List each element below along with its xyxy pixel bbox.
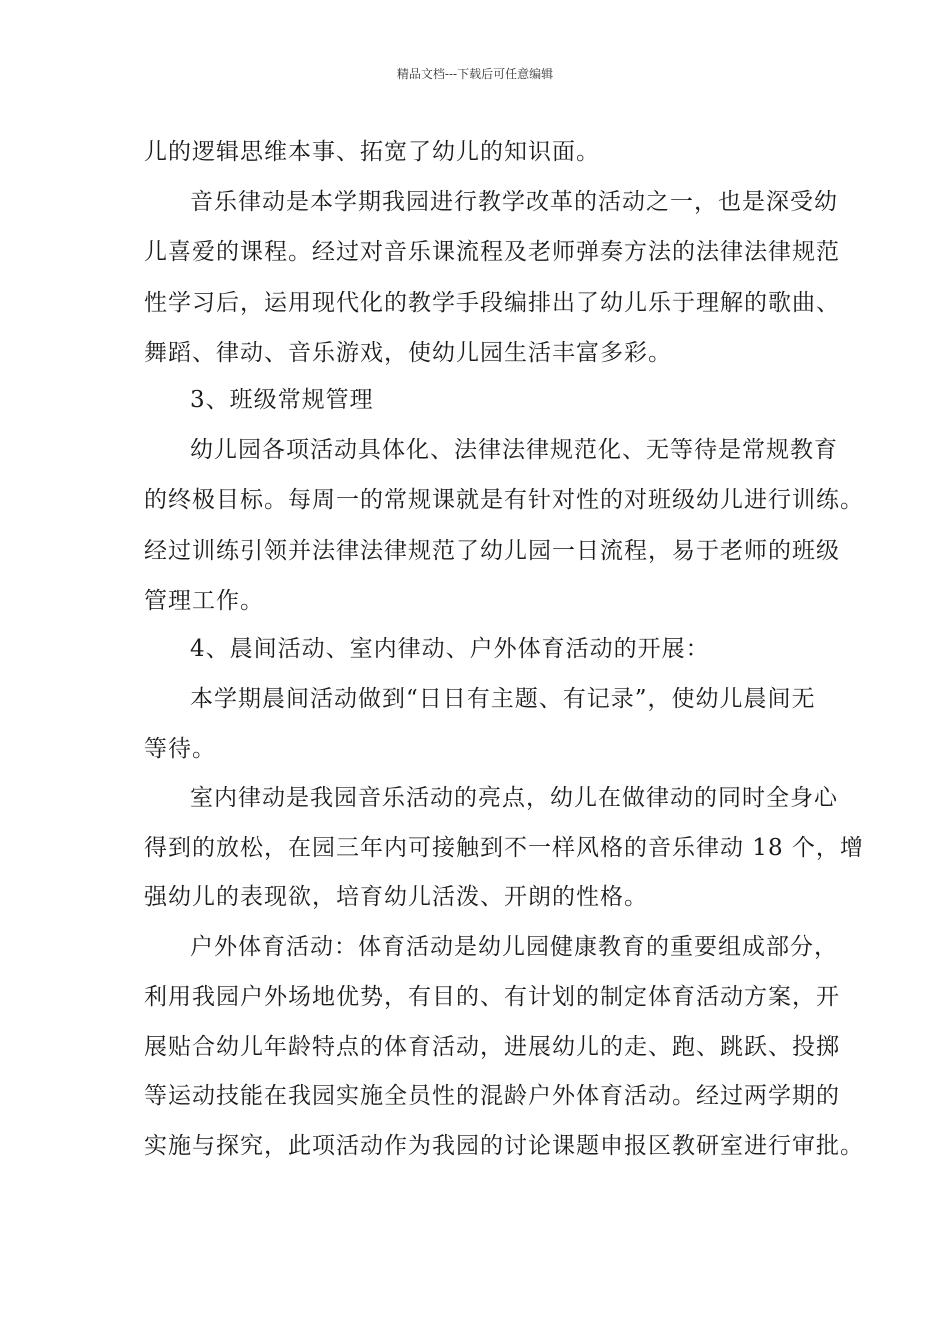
text-line: 等运动技能在我园实施全员性的混龄户外体育活动。经过两学期的 <box>144 1083 840 1109</box>
paragraph-first-line: 音乐律动是本学期我园进行教学改革的活动之一，也是深受幼 <box>190 189 838 215</box>
text-line: 管理工作。 <box>144 588 264 614</box>
section-heading: 3、班级常规管理 <box>190 387 374 413</box>
section-heading: 4、晨间活动、室内律动、户外体育活动的开展： <box>190 636 710 662</box>
text-line: 儿的逻辑思维本事、拓宽了幼儿的知识面。 <box>144 139 600 165</box>
text-line: 舞蹈、律动、音乐游戏，使幼儿园生活丰富多彩。 <box>144 340 672 366</box>
text-line: 得到的放松，在园三年内可接触到不一样风格的音乐律动 18 个，增 <box>144 835 864 861</box>
paragraph-first-line: 幼儿园各项活动具体化、法律法律规范化、无等待是常规教育 <box>190 437 838 463</box>
text-line: 的终极目标。每周一的常规课就是有针对性的对班级幼儿进行训练。 <box>144 487 864 513</box>
text-line: 经过训练引领并法律法律规范了幼儿园一日流程，易于老师的班级 <box>144 538 840 564</box>
text-line: 性学习后，运用现代化的教学手段编排出了幼儿乐于理解的歌曲、 <box>144 290 840 316</box>
text-line: 等待。 <box>144 736 216 762</box>
paragraph-first-line: 户外体育活动：体育活动是幼儿园健康教育的重要组成部分， <box>190 934 838 960</box>
text-line: 展贴合幼儿年龄特点的体育活动，进展幼儿的走、跑、跳跃、投掷 <box>144 1034 840 1060</box>
text-line: 利用我园户外场地优势，有目的、有计划的制定体育活动方案，开 <box>144 984 840 1010</box>
paragraph-first-line: 本学期晨间活动做到“日日有主题、有记录”，使幼儿晨间无 <box>190 686 816 712</box>
text-line: 儿喜爱的课程。经过对音乐课流程及老师弹奏方法的法律法律规范 <box>144 239 840 265</box>
page-header: 精品文档---下载后可任意编辑 <box>396 67 554 81</box>
text-line: 强幼儿的表现欲，培育幼儿活泼、开朗的性格。 <box>144 884 648 910</box>
paragraph-first-line: 室内律动是我园音乐活动的亮点，幼儿在做律动的同时全身心 <box>190 785 838 811</box>
text-line: 实施与探究，此项活动作为我园的讨论课题申报区教研室进行审批。 <box>144 1133 864 1159</box>
